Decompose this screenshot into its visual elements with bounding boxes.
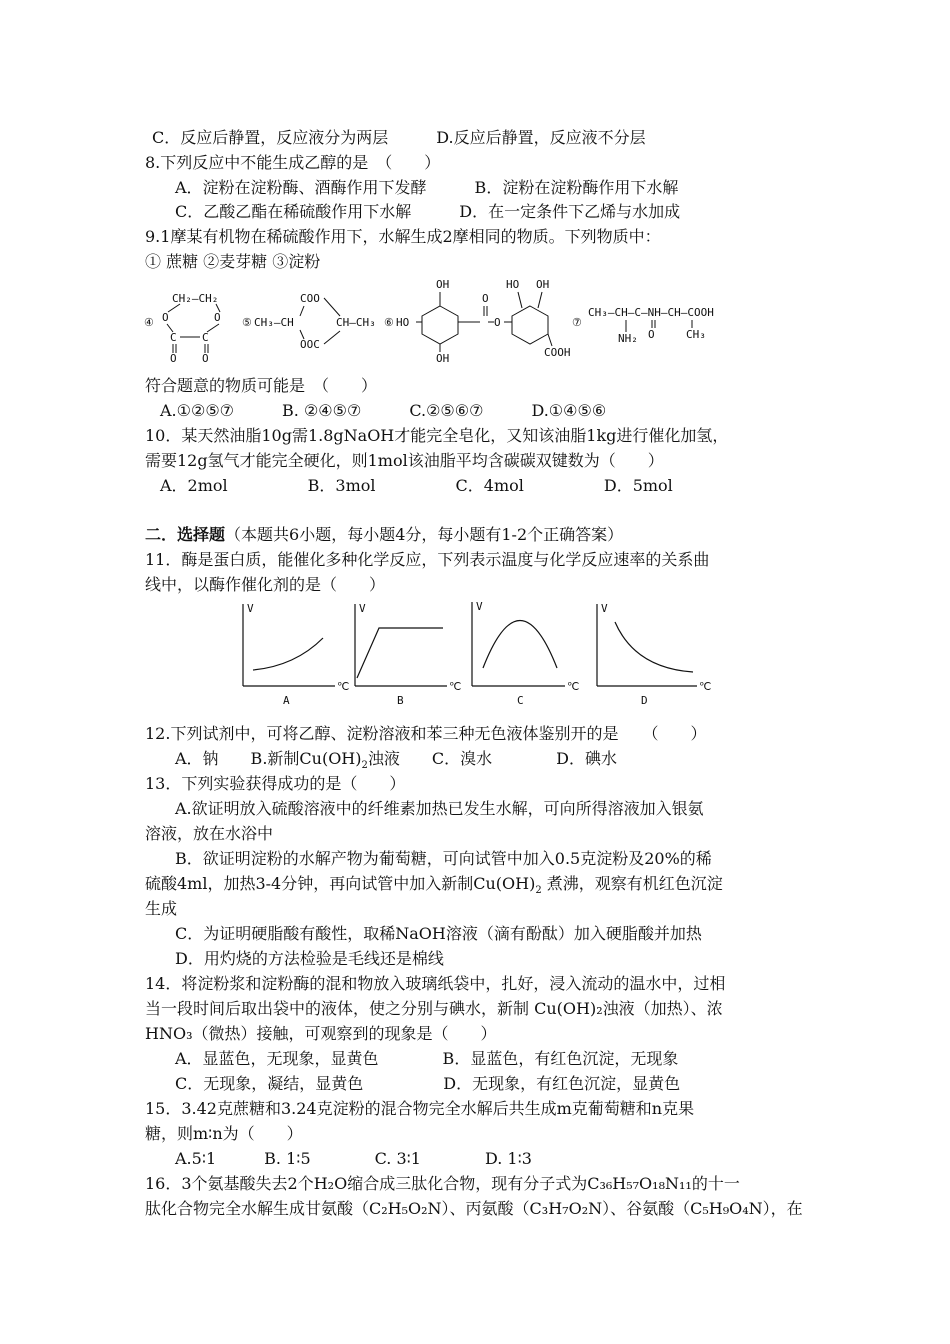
structure-5-label: ⑤	[242, 316, 252, 329]
subscript: 2	[535, 885, 542, 896]
option-line: A．淀粉在淀粉酶、酒酶作用下发酵 B．淀粉在淀粉酶作用下水解	[175, 178, 679, 197]
axis-v-label: V	[247, 602, 254, 615]
o-text: O	[648, 328, 655, 341]
nh2-text: NH₂	[618, 332, 638, 345]
question-15-cont: 糖，则m∶n为（ ）	[145, 1124, 303, 1143]
o-text: O	[482, 292, 489, 305]
ho-text: HO	[506, 278, 520, 291]
option-line: C．反应后静置，反应液分为两层 D.反应后静置，反应液不分层	[152, 128, 646, 147]
oh-text: OH	[536, 278, 550, 291]
option-line: C．为证明硬脂酸有酸性，取稀NaOH溶液（滴有酚酞）加入硬脂酸并加热	[175, 924, 702, 943]
o-text: O	[202, 352, 209, 365]
axis-temp-label: ℃	[567, 680, 580, 693]
section-note: （本题共6小题，每小题4分，每小题有1-2个正确答案）	[225, 525, 624, 544]
option-line: B．欲证明淀粉的水解产物为葡萄糖，可向试管中加入0.5克淀粉及20%的稀	[175, 849, 712, 868]
o-text: O	[170, 352, 177, 365]
option-text: 煮沸，观察有机红色沉淀	[541, 874, 723, 893]
axis-v-label: V	[476, 600, 483, 613]
question-16: 16．3个氨基酸失去2个H₂O缩合成三肽化合物，现有分子式为C₃₆H₅₇O₁₈N₁₁的十一	[145, 1174, 740, 1193]
question-8: 8.下列反应中不能生成乙醇的是 （ ）	[145, 153, 441, 172]
question-12-options	[175, 749, 617, 772]
option-line	[145, 874, 723, 897]
o-text: O	[162, 311, 169, 324]
o-text: O	[214, 311, 221, 324]
structure-7-label: ⑦	[572, 316, 582, 329]
question-13: 13．下列实验获得成功的是（ ）	[145, 774, 406, 793]
question-9-stem: 符合题意的物质可能是 （ ）	[145, 376, 378, 395]
question-9: 9.1摩某有机物在稀硫酸作用下，水解生成2摩相同的物质。下列物质中：	[145, 227, 661, 246]
graph-c-label: C	[517, 694, 524, 707]
option-text: 浊液 C．溴水 D．碘水	[367, 749, 617, 768]
chch3-text: CH—CH₃	[336, 316, 376, 329]
option-line: 生成	[145, 899, 178, 918]
structure-7-chain: CH₃—CH—C—NH—CH—COOH	[588, 306, 714, 319]
structure-figure	[140, 276, 780, 366]
subscript: 2	[361, 760, 368, 771]
question-14: 14．将淀粉浆和淀粉酶的混和物放入玻璃纸袋中，扎好，浸入流动的温水中，过相	[145, 974, 726, 993]
graph-d-label: D	[641, 694, 648, 707]
question-9-items: ① 蔗糖 ②麦芽糖 ③淀粉	[145, 252, 321, 271]
ho-text: HO	[396, 316, 410, 329]
option-text: A．钠 B.新制Cu(OH)	[175, 749, 362, 768]
ch3ch-text: CH₃—CH	[254, 316, 294, 329]
ooc-text: OOC	[300, 338, 320, 351]
ch3-text: CH₃	[686, 328, 706, 341]
axis-v-label: V	[359, 602, 366, 615]
question-15: 15．3.42克蔗糖和3.24克淀粉的混合物完全水解后共生成m克葡萄糖和n克果	[145, 1099, 695, 1118]
question-10-options: A．2mol B．3mol C．4mol D．5mol	[160, 476, 673, 495]
option-line: A.欲证明放入硫酸溶液中的纤维素加热已发生水解，可向所得溶液加入银氨	[175, 799, 704, 818]
question-16-cont: 肽化合物完全水解生成甘氨酸（C₂H₅O₂N）、丙氨酸（C₃H₇O₂N）、谷氨酸（C₅H₉O₄N），在	[145, 1199, 803, 1218]
axis-temp-label: ℃	[699, 680, 712, 693]
question-10: 10．某天然油脂10g需1.8gNaOH才能完全皂化，又知该油脂1kg进行催化加氢，	[145, 426, 729, 445]
section-title: 二．选择题	[145, 525, 226, 544]
graph-a-label: A	[283, 694, 290, 707]
structure-4-label: ④	[144, 316, 154, 329]
question-14-cont: 当一段时间后取出袋中的液体，使之分别与碘水，新制 Cu(OH)₂浊液（加热）、浓	[145, 999, 723, 1018]
c-text: C	[202, 331, 209, 344]
question-9-options: A.①②⑤⑦ B. ②④⑤⑦ C.②⑤⑥⑦ D.①④⑤⑥	[160, 401, 607, 420]
oh-text: OH	[436, 278, 450, 291]
structure-6-label: ⑥	[384, 316, 394, 329]
section-heading	[145, 525, 623, 545]
question-14-cont: HNO₃（微热）接触，可观察到的现象是（ ）	[145, 1024, 497, 1043]
coo-text: COO	[300, 292, 320, 305]
option-line: C．乙酸乙酯在稀硫酸作用下水解 D．在一定条件下乙烯与水加成	[175, 202, 681, 221]
axis-temp-label: ℃	[337, 680, 350, 693]
c-text: C	[170, 331, 177, 344]
question-11: 11．酶是蛋白质，能催化多种化学反应，下列表示温度与化学反应速率的关系曲	[145, 550, 710, 569]
axis-v-label: V	[601, 602, 608, 615]
option-text: 硫酸4ml，加热3-4分钟，再向试管中加入新制Cu(OH)	[145, 874, 536, 893]
option-line: A．显蓝色，无现象，显黄色 B．显蓝色，有红色沉淀，无现象	[175, 1049, 679, 1068]
question-11-cont: 线中，以酶作催化剂的是（ ）	[145, 575, 386, 594]
question-12: 12.下列试剂中，可将乙醇、淀粉溶液和苯三种无色液体鉴别开的是 （ ）	[145, 724, 707, 743]
option-line: D．用灼烧的方法检验是毛线还是棉线	[175, 949, 444, 968]
o-text: O	[494, 316, 501, 329]
question-15-options: A.5∶1 B. 1∶5 C. 3∶1 D. 1∶3	[175, 1149, 532, 1168]
cooh-text: COOH	[544, 346, 571, 359]
oh-text: OH	[436, 352, 450, 365]
ch2ch2-text: CH₂—CH₂	[172, 292, 219, 305]
option-line: 溶液，放在水浴中	[145, 824, 274, 843]
graph-b-label: B	[397, 694, 404, 707]
axis-temp-label: ℃	[449, 680, 462, 693]
question-10-cont: 需要12g氢气才能完全硬化，则1mol该油脂平均含碳碳双键数为（ ）	[145, 451, 664, 470]
option-line: C．无现象，凝结，显黄色 D．无现象，有红色沉淀，显黄色	[175, 1074, 681, 1093]
rate-temperature-graphs	[235, 598, 725, 708]
